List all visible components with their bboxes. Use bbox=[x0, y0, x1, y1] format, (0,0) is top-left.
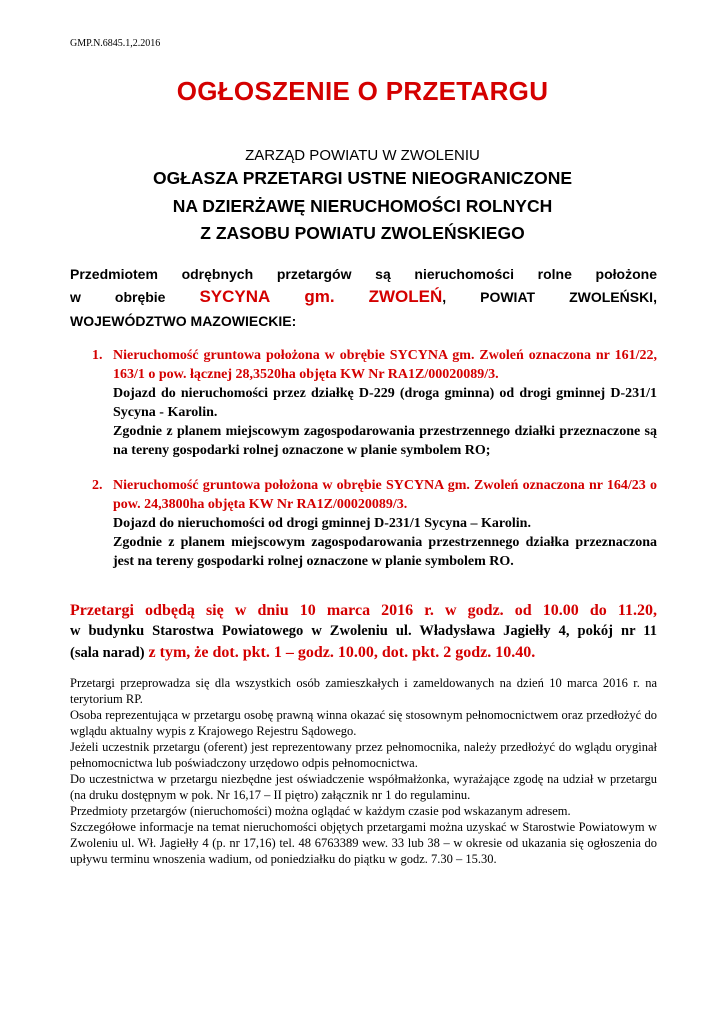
gmina-comma: , bbox=[442, 289, 447, 305]
property-list bbox=[70, 346, 657, 571]
note-spouse-consent: Do uczestnictwa w przetargu niezbędne jest oświadczenie współmałżonka, wyrażające zgodę na udział w przetargu (na druku dostępnym w pok. Nr 16,17 – II piętro) załącznik nr 1 do regulaminu. bbox=[70, 772, 657, 802]
property-item-number: 2. bbox=[92, 478, 103, 493]
gmina-abbrev: gm. bbox=[304, 287, 335, 306]
property-description: Nieruchomość gruntowa położona w obrębie SYCYNA gm. Zwoleń oznaczona nr 164/23 o pow. 24,3800ha objęta KW Nr RA1Z/00020089/3. bbox=[113, 478, 657, 512]
auction-time-details: z tym, że dot. pkt. 1 – godz. 10.00, dot. pkt. 2 godz. 10.40. bbox=[144, 644, 536, 661]
auction-room: (sala narad) bbox=[70, 645, 145, 661]
property-zoning: Zgodnie z planem miejscowym zagospodarowania przestrzennego działka przeznaczona jest na tereny gospodarki rolnej oznaczone w planie symbolem RO. bbox=[113, 535, 657, 569]
auction-times bbox=[70, 642, 657, 664]
note-eligibility: Przetargi przeprowadza się dla wszystkich osób zamieszkałych i zameldowanych na dzień 10 marca 2016 r. na terytorium RP. bbox=[70, 676, 657, 706]
county-name: ZWOLEŃSKI, bbox=[569, 289, 657, 305]
headline-line-3: Z ZASOBU POWIATU ZWOLEŃSKIEGO bbox=[200, 223, 525, 243]
property-item-number: 1. bbox=[92, 348, 103, 363]
property-description: Nieruchomość gruntowa położona w obrębie SYCYNA gm. Zwoleń oznaczona nr 161/22, 163/1 o pow. łącznej 28,3520ha objęta KW Nr RA1Z/00020089/3. bbox=[113, 348, 657, 382]
auction-location: w budynku Starostwa Powiatowego w Zwoleniu ul. Władysława Jagiełły 4, pokój nr 11 bbox=[70, 623, 657, 639]
auction-schedule bbox=[70, 600, 657, 664]
note-proxy: Jeżeli uczestnik przetargu (oferent) jest reprezentowany przez pełnomocnika, należy przedłożyć do wglądu oryginał pełnomocnictwa lub poświadczony urzędowo odpis pełnomocnictwa. bbox=[70, 740, 657, 770]
auction-date: Przetargi odbędą się w dniu 10 marca 2016 r. w godz. od 10.00 do 11.20, bbox=[70, 602, 657, 619]
subject-word-w: w bbox=[70, 289, 81, 305]
property-access: Dojazd do nieruchomości od drogi gminnej D-231/1 Sycyna – Karolin. bbox=[113, 516, 531, 531]
property-item-1 bbox=[70, 346, 657, 460]
precinct-name: SYCYNA bbox=[199, 287, 271, 306]
document-title: OGŁOSZENIE O PRZETARGU bbox=[176, 76, 549, 106]
note-contact-info: Szczegółowe informacje na temat nieruchomości objętych przetargami można uzyskać w Starostwie Powiatowym w Zwoleniu ul. Wł. Jagiełły 4 (p. nr 17,16) tel. 48 6763389 wew. 33 lub 38 – w okresie od ukazania się ogłoszenia do upływu terminu wnoszenia wadium, od poniedziałku do piątku w godz. 7.30 – 15.30. bbox=[70, 820, 657, 866]
auction-notes bbox=[70, 675, 657, 867]
gmina-name: ZWOLEŃ bbox=[368, 287, 443, 306]
headline-line-1: OGŁASZA PRZETARGI USTNE NIEOGRANICZONE bbox=[152, 168, 573, 188]
property-item-2 bbox=[70, 476, 657, 571]
subject-line-2 bbox=[70, 287, 657, 307]
subject-word-powiat: POWIAT bbox=[480, 289, 536, 305]
headline-line-2: NA DZIERŻAWĘ NIERUCHOMOŚCI ROLNYCH bbox=[172, 196, 553, 216]
document-reference: GMP.N.6845.1,2.2016 bbox=[70, 38, 161, 49]
note-legal-entity: Osoba reprezentująca w przetargu osobę prawną winna okazać się stosownym pełnomocnictwem oraz przedłożyć do wglądu aktualny wypis z Krajowego Rejestru Sądowego. bbox=[70, 708, 657, 738]
issuing-organization: ZARZĄD POWIATU W ZWOLENIU bbox=[245, 147, 480, 164]
property-access: Dojazd do nieruchomości przez działkę D-229 (droga gminna) od drogi gminnej D-231/1 Sycyna - Karolin. bbox=[113, 386, 657, 420]
subject-word-obrebie: obrębie bbox=[114, 289, 166, 305]
gmina-name-wrap bbox=[369, 287, 447, 307]
subject-line-1: Przedmiotem odrębnych przetargów są nieruchomości rolne położone bbox=[70, 266, 657, 282]
note-viewing: Przedmioty przetargów (nieruchomości) można oglądać w każdym czasie pod wskazanym adresem. bbox=[70, 804, 571, 818]
subject-line-3: WOJEWÓDZTWO MAZOWIECKIE: bbox=[70, 313, 297, 329]
property-zoning: Zgodnie z planem miejscowym zagospodarowania przestrzennego działki przeznaczone są na tereny gospodarki rolnej oznaczone w planie symbolem RO; bbox=[113, 424, 657, 458]
